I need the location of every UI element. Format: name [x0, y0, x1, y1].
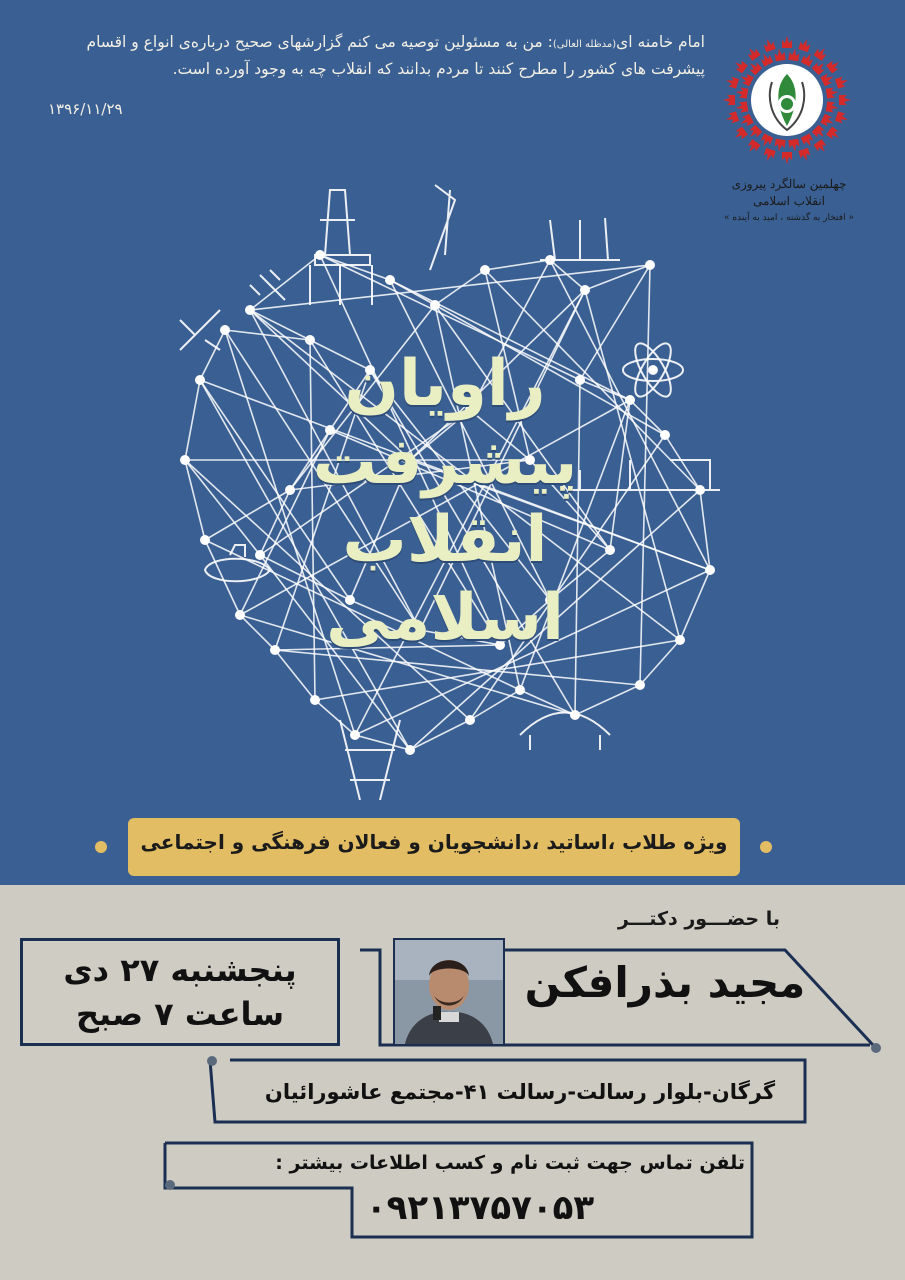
- contact-label: تلفن تماس جهت ثبت نام و کسب اطلاعات بیشتر :: [275, 1152, 745, 1174]
- banner-dot-right: [760, 841, 772, 853]
- title-line-1: راویان: [344, 347, 546, 421]
- crane-icon: [430, 185, 455, 270]
- speaker-name: مجید بذرافکن: [524, 958, 806, 1007]
- oil-rig-icon: [310, 190, 372, 305]
- quote-speaker: امام خامنه ای: [616, 33, 705, 51]
- quote-honorific: (مدظله العالی): [552, 39, 617, 50]
- logo-caption-main: چهلمین سالگرد پیروزی انقلاب اسلامی: [731, 177, 847, 208]
- contact-phone: ۰۹۲۱۳۷۵۷۰۵۳: [365, 1188, 595, 1228]
- quote-date: ۱۳۹۶/۱۱/۲۹: [48, 100, 123, 118]
- schedule-box: [20, 938, 340, 1046]
- speaker-intro: با حضـــور دکتـــر: [617, 908, 780, 930]
- quote-text: : من به مسئولین توصیه می کنم گزارشهای صحیح درباره‌ی انواع و اقسام پیشرفت های کشور را مطرح کنند تا مردم بدانند که انقلاب چه به وجود آورده است.: [86, 33, 705, 78]
- factory-icon: [540, 218, 620, 260]
- atom-icon: [623, 339, 683, 402]
- event-address: گرگان-بلوار رسالت-رسالت ۴۱-مجتمع عاشورائیان: [264, 1080, 776, 1104]
- logo-caption-sub: « افتخار به گذشته ، امید به آینده »: [724, 213, 854, 223]
- bridge-icon: [520, 713, 610, 751]
- leader-quote: [40, 30, 705, 82]
- jet-icon: [180, 310, 220, 350]
- speaker-photo: [393, 938, 505, 1046]
- title-line-3: انقلاب: [342, 503, 548, 577]
- event-title: [270, 345, 620, 657]
- banner-dot-left: [95, 841, 107, 853]
- schedule-time: ساعت ۷ صبح: [75, 995, 285, 1033]
- title-line-4: اسلامی: [326, 581, 564, 655]
- schedule-day: پنجشنبه ۲۷ دی: [63, 951, 297, 989]
- logo-caption: [716, 176, 862, 227]
- title-line-2: پیشرفت: [312, 425, 578, 499]
- drill-platform-icon: [340, 720, 400, 800]
- audience-text: ویژه طلاب ،اساتید ،دانشجویان و فعالان فرهنگی و اجتماعی: [140, 830, 728, 854]
- speaker-portrait-icon: [395, 940, 503, 1044]
